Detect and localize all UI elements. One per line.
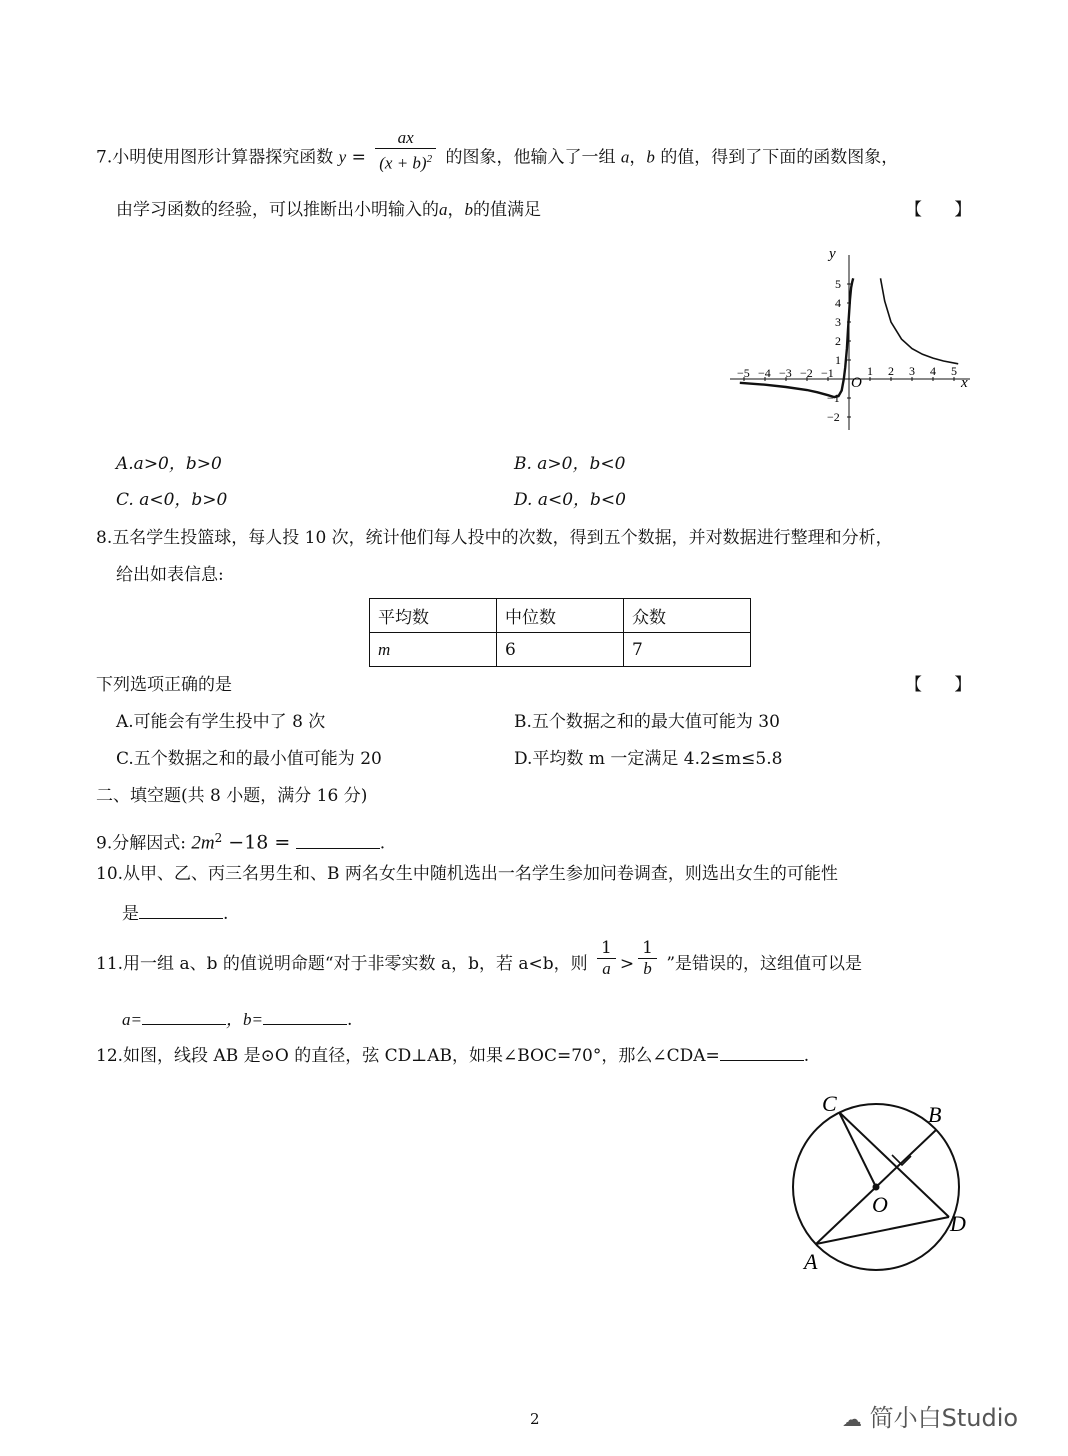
y-tick-label: 1	[835, 353, 841, 367]
label-o: O	[872, 1192, 888, 1217]
x-tick-label: 5	[951, 364, 957, 378]
q8-answer-bracket: 【 】	[905, 675, 972, 695]
table-header-median: 中位数	[497, 599, 624, 633]
q11-f2-den: b	[643, 959, 652, 978]
q11-b-blank[interactable]	[263, 1006, 347, 1025]
q8-line2: 给出如表信息:	[116, 565, 224, 585]
q12-circle-figure	[780, 1085, 980, 1280]
q10-line2	[122, 900, 228, 926]
q7-frac-den-base: (x + b)	[379, 153, 427, 173]
q7-frac-den	[375, 149, 436, 174]
q7-var-a: a	[620, 147, 630, 167]
q7-eq-sign: =	[351, 147, 366, 168]
q10-end: .	[223, 904, 229, 924]
q8-option-c: C.五个数据之和的最小值可能为 20	[116, 749, 382, 769]
wechat-icon: ☁	[842, 1407, 862, 1431]
q8-stats-table	[369, 598, 751, 667]
q7-option-d: D. a<0，b<0	[514, 490, 626, 510]
q7-option-b: B. a>0，b<0	[514, 454, 626, 474]
q7-option-c: C. a<0，b>0	[116, 490, 228, 510]
y-tick-label: −2	[827, 410, 840, 424]
q11-gt: >	[619, 954, 635, 974]
q7-function-graph	[725, 245, 980, 435]
watermark-text: 简小白Studio	[869, 1404, 1019, 1432]
q7-line2-text: 由学习函数的经验，可以推断出小明输入的	[116, 200, 439, 220]
q11-prefix: 11.用一组 a、b 的值说明命题“对于非零实数 a，b，若 a<b，则	[96, 954, 588, 974]
label-d: D	[950, 1211, 966, 1236]
q7-line2	[116, 198, 541, 222]
y-tick-label: 2	[835, 334, 841, 348]
label-b: B	[928, 1102, 942, 1127]
watermark	[842, 1398, 1018, 1433]
label-c: C	[822, 1091, 837, 1116]
x-tick-label: 3	[909, 364, 915, 378]
y-tick-label: 3	[835, 315, 841, 329]
q9-prefix: 9.分解因式:	[96, 833, 192, 854]
page-number: 2	[530, 1410, 540, 1428]
q7-eq-y: y	[338, 147, 347, 167]
q11-a-blank[interactable]	[142, 1006, 226, 1025]
q12-end: .	[803, 1046, 810, 1066]
q11-fraction-1-over-a	[597, 938, 616, 979]
q7-line1	[96, 128, 899, 174]
x-tick-label: 1	[867, 364, 873, 378]
x-tick-label: −3	[779, 366, 792, 380]
x-tick-label: −5	[737, 366, 750, 380]
q7-line2-a: a	[439, 200, 448, 219]
x-axis-label: x	[961, 375, 968, 391]
q11-suffix: ”是错误的，这组值可以是	[666, 954, 863, 974]
q11-f1-num: 1	[597, 938, 616, 959]
q9-answer-blank[interactable]	[296, 830, 380, 849]
q11-fraction-1-over-b	[638, 938, 657, 979]
x-tick-label: −1	[821, 366, 834, 380]
q8-option-a: A.可能会有学生投中了 8 次	[116, 712, 326, 732]
center-dot	[873, 1184, 880, 1191]
table-header-mode: 众数	[624, 599, 751, 633]
q11-b-label: ，b=	[225, 1010, 263, 1029]
q12-text: 12.如图，线段 AB 是⊙O 的直径，弦 CD⊥AB，如果∠BOC=70°，那么∠CDA=	[96, 1046, 720, 1066]
q11-end: .	[346, 1010, 353, 1030]
q8-option-b: B.五个数据之和的最大值可能为 30	[514, 712, 780, 732]
table-cell-median: 6	[497, 633, 624, 667]
q11-line1	[96, 938, 863, 979]
table-row	[370, 633, 751, 667]
table-header-row	[370, 599, 751, 633]
q10-answer-blank[interactable]	[139, 900, 223, 919]
q8-option-d: D.平均数 m 一定满足 4.2≤m≤5.8	[514, 749, 783, 769]
table-cell-mode: 7	[624, 633, 751, 667]
y-axis-label: y	[829, 246, 836, 262]
q7-var-b: b	[646, 147, 655, 167]
q11-f2-num: 1	[638, 938, 657, 959]
segment-ad	[816, 1217, 949, 1244]
q7-sep: ，	[629, 147, 647, 168]
section-heading: 二、填空题(共 8 小题，满分 16 分)	[96, 786, 368, 806]
right-branch-curve	[881, 278, 959, 364]
y-tick-label: −1	[827, 391, 840, 405]
q8-prompt: 下列选项正确的是	[96, 675, 232, 695]
q9-line	[96, 826, 385, 856]
q10-line1: 10.从甲、乙、丙三名男生和、B 两名女生中随机选出一名学生参加问卷调查，则选出女生的可能性	[96, 864, 838, 884]
q12-answer-blank[interactable]	[720, 1042, 804, 1061]
q8-line1: 8.五名学生投篮球，每人投 10 次，统计他们每人投中的次数，得到五个数据，并对数据进行整理和分析，	[96, 528, 893, 548]
q9-expr2: −18 =	[222, 831, 291, 854]
y-tick-label: 5	[835, 277, 841, 291]
q11-line2	[122, 1006, 352, 1032]
q9-expr: 2m	[191, 832, 215, 854]
x-tick-label: −4	[758, 366, 771, 380]
q7-fraction	[375, 128, 436, 174]
origin-label: O	[851, 375, 862, 391]
table-cell-mean: m	[370, 633, 497, 667]
q10-line2-text: 是	[122, 904, 139, 924]
segment-oc	[839, 1112, 876, 1187]
q9-end: .	[379, 833, 386, 854]
q11-a-label: a=	[122, 1010, 142, 1029]
q7-suffix2: 的值，得到了下面的函数图象，	[660, 147, 899, 168]
q7-answer-bracket: 【 】	[905, 200, 972, 220]
q7-line2-sep: ，	[447, 200, 465, 220]
q9-exp: 2	[214, 831, 223, 845]
q7-line2-b: b	[464, 200, 473, 219]
q11-f1-den: a	[602, 959, 611, 978]
x-tick-label: 4	[930, 364, 936, 378]
q7-frac-num: ax	[375, 128, 436, 149]
q7-prefix: 7.小明使用图形计算器探究函数	[96, 147, 334, 168]
q12-line	[96, 1042, 809, 1068]
q7-option-a: A.a>0，b>0	[116, 454, 222, 474]
y-tick-label: 4	[835, 296, 841, 310]
q7-frac-den-exp: 2	[426, 153, 433, 165]
q7-line2-end: 的值满足	[473, 200, 541, 220]
label-a: A	[804, 1249, 818, 1274]
q7-suffix: 的图象，他输入了一组	[445, 147, 616, 168]
x-tick-label: 2	[888, 364, 894, 378]
x-tick-label: −2	[800, 366, 813, 380]
table-header-mean: 平均数	[370, 599, 497, 633]
chord-cd	[839, 1112, 949, 1217]
